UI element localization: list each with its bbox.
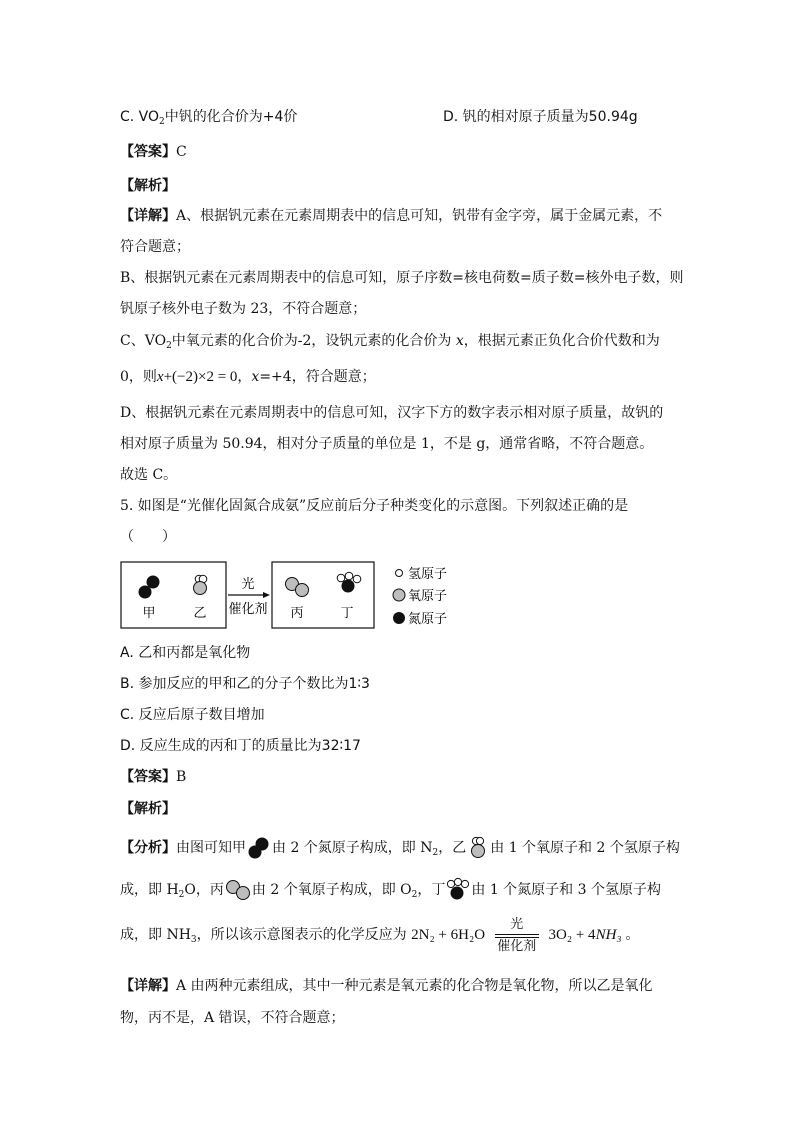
q5-option-a: A. 乙和丙都是氧化物	[120, 645, 251, 661]
q5-option-c: C. 反应后原子数目增加	[120, 707, 265, 723]
q4-detail-a2: 符合题意；	[120, 239, 190, 255]
legend-nitrogen: 氮原子	[408, 612, 448, 627]
q4-conclusion: 故选 C。	[120, 467, 178, 483]
q4-detail-b2: 钒原子核外电子数为 23，不符合题意；	[120, 301, 367, 317]
arrow-bottom-label: 催化剂	[228, 602, 268, 617]
q4-detail-c2: 0，则x+(−2)×2 = 0，x=+4，符合题意；	[120, 369, 376, 385]
molecule-o2-icon	[224, 878, 252, 902]
q5-detail-2: 物，丙不是，A 错误，不符合题意；	[120, 1010, 345, 1026]
equation: x+(−2)×2 = 0	[156, 369, 238, 385]
molecule-h2o-icon	[466, 835, 490, 861]
q4-detail-c1: C、$VO_2$中氧元素的化合价为-2，设钒元素的化合价为 x，根据元素正负化合价代数和为	[120, 333, 660, 351]
arrow-head	[263, 592, 270, 598]
legend	[393, 567, 447, 627]
product-box	[272, 562, 374, 628]
q4-analysis-label: 【解析】	[120, 178, 176, 194]
molecule-ding-nh3	[337, 572, 361, 592]
label-bing: 丙	[290, 606, 304, 621]
q5-stem: 5. 如图是“光催化固氮合成氨”反应前后分子种类变化的示意图。下列叙述正确的是	[120, 498, 629, 514]
molecule-yi-h2o	[194, 575, 207, 594]
q4-detail-d2: 相对原子质量为 50.94，相对分子质量的单位是 1，不是 g，通常省略，不符合题意。	[120, 436, 654, 452]
q4-detail-a1: 【详解】A、根据钒元素在元素周期表中的信息可知，钒带有金字旁，属于金属元素，不	[120, 208, 663, 224]
q5-stem-paren: （ ）	[120, 529, 176, 545]
oxygen-legend-icon	[393, 589, 405, 601]
molecule-n2-icon	[246, 835, 272, 861]
q5-answer: 【答案】B	[120, 769, 187, 785]
legend-oxygen: 氧原子	[408, 589, 448, 604]
arrow-top-label: 光	[241, 577, 255, 592]
q4-detail-d1: D、根据钒元素在元素周期表中的信息可知，汉字下方的数字表示相对原子质量，故钒的	[120, 405, 664, 421]
q4-option-c: C. $VO_2$中钒的化合价为+4价	[120, 109, 298, 127]
equation-condition: 光 催化剂	[495, 917, 539, 955]
hydrogen-legend-icon	[396, 570, 403, 577]
q4-answer: 【答案】C	[120, 144, 187, 160]
molecule-nh3-icon	[445, 877, 471, 903]
molecule-bing-o2	[286, 578, 309, 597]
q4-option-d: D. 钒的相对原子质量为50.94g	[443, 109, 638, 125]
legend-hydrogen: 氢原子	[408, 567, 448, 582]
label-ding: 丁	[340, 606, 354, 621]
q5-fenxi-line1: 【分析】由图可知甲 由 2 个氮原子构成，即 $N_2$，乙 由 1 个氧原子和 2 个氢原子构	[120, 835, 680, 861]
q5-option-d: D. 反应生成的丙和丁的质量比为32∶17	[120, 738, 361, 754]
q5-detail-1: 【详解】A 由两种元素组成，其中一种元素是氧元素的化合物是氧化物，所以乙是氧化	[120, 978, 653, 994]
reactant-box	[121, 562, 226, 628]
q5-fenxi-line2: 成，即 $H_2O$，丙 由 2 个氧原子构成，即 $O_2$，丁 由 1 个氮原子和 3 个氢原子构	[120, 877, 661, 903]
q5-fenxi-line3: 成，即 $NH_3$，所以该示意图表示的化学反应为 2N₂ + 6H₂O 光 催化剂 3O₂ + 4NH₃ 。	[120, 916, 640, 954]
label-yi: 乙	[193, 606, 207, 621]
q5-analysis-label: 【解析】	[120, 801, 176, 817]
nitrogen-legend-icon	[393, 612, 405, 624]
molecule-jia-n2	[139, 576, 160, 599]
reaction-diagram	[120, 558, 460, 638]
q4-detail-b1: B、根据钒元素在元素周期表中的信息可知，原子序数=核电荷数=质子数=核外电子数，则	[120, 270, 684, 286]
equals-sign	[495, 934, 539, 938]
q5-option-b: B. 参加反应的甲和乙的分子个数比为1∶3	[120, 676, 370, 692]
chemical-equation: 2N₂ + 6H₂O 光 催化剂 3O₂ + 4NH₃	[411, 916, 622, 954]
label-jia: 甲	[142, 606, 156, 621]
